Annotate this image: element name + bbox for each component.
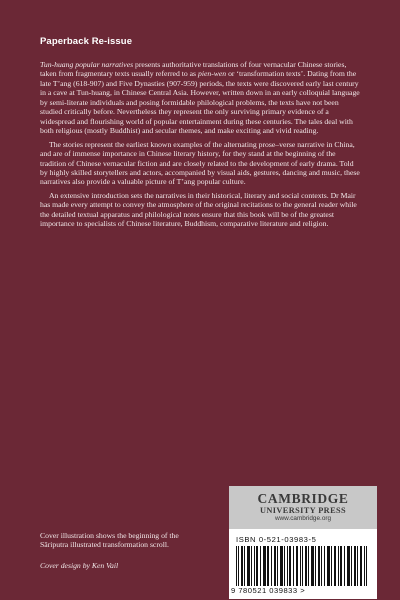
blurb-text: or ‘transformation texts’. Dating from the late T’ang (618-907) and Five Dynasties (907-959) periods, the texts were discovered early last century in a cave at Tun-huang, in Chinese Central Asia. However, written down in an early colloquial language by semi-literate individuals and posing formidable philological problems, the texts have not been studied critically before. Nevertheless they represent the only surviving primary evidence of a widespread and flourishing world of popular entertainment during these centuries. The tales deal with both religious (mostly Buddhist) and secular themes, and make exciting and vivid reading. [40, 69, 360, 136]
edition-heading: Paperback Re-issue [40, 36, 133, 47]
publisher-name: CAMBRIDGE [257, 491, 349, 506]
blurb-paragraph-3: An extensive introduction sets the narratives in their historical, literary and social contexts. Dr Mair has made every attempt to convey the atmosphere of the original recitations to the general reader while the detailed textual apparatus and philological notes ensure that this book will be of the greatest importance to specialists of Chinese literature, Buddhism, comparative literature and religion. [40, 190, 357, 229]
blurb [40, 60, 362, 233]
cover-design-credit: Cover design by Ken Vail [40, 561, 119, 570]
cover-illustration-caption: Cover illustration shows the beginning of the Sāriputra illustrated transformation scroll. [40, 531, 179, 550]
term-pien-wen: pien-wen [197, 69, 227, 79]
barcode-digits: 9 780521 039833 > [230, 586, 377, 595]
blurb-text: presents authoritative translations of four vernacular Chinese stories, taken from fragmentary texts usually referred to as [40, 60, 347, 79]
publisher-url: www.cambridge.org [274, 515, 332, 522]
publisher-barcode-box [229, 486, 377, 599]
blurb-paragraph-2: The stories represent the earliest known examples of the alternating prose–verse narrative in China, and are of immense importance in Chinese literary history, for they stand at the beginning of the tradition of Chinese vernacular fiction and are closely related to the development of early drama. Told by highly skilled storytellers and actors, accompanied by visual aids, gestures, dancing and music, these narratives also provide a valuable picture of T’ang popular culture. [40, 139, 360, 187]
book-title: Tun-huang popular narratives [40, 60, 134, 69]
isbn-label: ISBN 0-521-03983-5 [236, 535, 317, 544]
blurb-paragraph-1 [40, 60, 362, 136]
publisher-logo [229, 486, 377, 529]
publisher-subtitle: UNIVERSITY PRESS [259, 506, 347, 515]
